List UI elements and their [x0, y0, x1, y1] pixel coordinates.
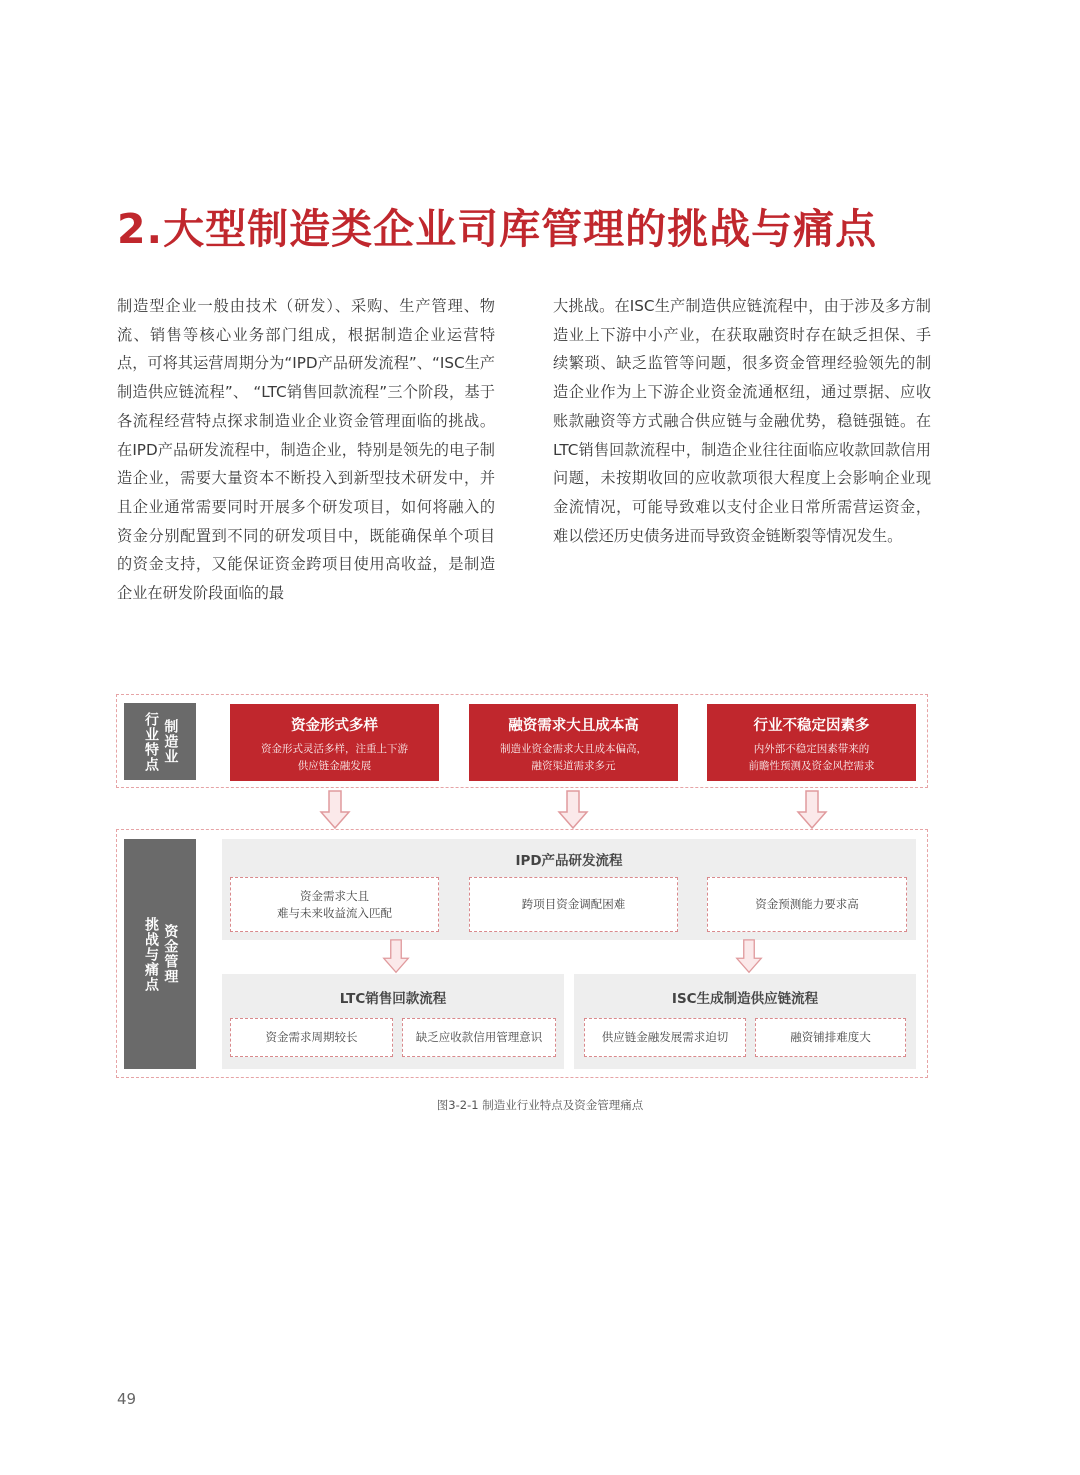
feature-desc: 内外部不稳定因素带来的 前瞻性预测及资金风控需求 [748, 743, 875, 772]
down-arrow-icon [735, 939, 763, 974]
feature-title: 融资需求大且成本高 [508, 718, 639, 734]
down-arrow-icon [557, 790, 589, 830]
feature-desc: 制造业资金需求大且成本偏高， 融资渠道需求多元 [500, 743, 647, 772]
figure-caption: 图3-2-1 制造业行业特点及资金管理痛点 [436, 1098, 644, 1112]
isc-panel-title: ISC生成制造供应链流程 [671, 991, 819, 1007]
ipd-item: 资金预测能力要求高 [707, 877, 907, 932]
challenge-label-line1: 资金管理 [162, 924, 179, 984]
section-title: 2.大型制造类企业司库管理的挑战与痛点 [117, 205, 878, 253]
ltc-panel [222, 974, 564, 1069]
ipd-item: 跨项目资金调配困难 [469, 877, 678, 932]
isc-item: 融资铺排难度大 [755, 1018, 906, 1057]
down-arrow-icon [382, 939, 410, 974]
feature-card [469, 704, 678, 781]
industry-features-label [124, 703, 196, 780]
page-number: 49 [117, 1390, 137, 1408]
industry-label-line2: 行业特点 [143, 711, 159, 772]
feature-title: 行业不稳定因素多 [753, 718, 870, 734]
down-arrow-icon [319, 790, 351, 830]
ipd-panel-title: IPD产品研发流程 [515, 853, 623, 869]
challenges-label [124, 839, 196, 1069]
challenge-label-line2: 挑战与痛点 [143, 916, 159, 992]
feature-card [707, 704, 916, 781]
feature-card [230, 704, 439, 781]
feature-title: 资金形式多样 [291, 718, 378, 734]
ipd-panel [222, 839, 916, 940]
ipd-item: 资金需求大且 难与未来收益流入匹配 [230, 877, 439, 932]
ltc-item: 资金需求周期较长 [230, 1018, 393, 1057]
ltc-item: 缺乏应收款信用管理意识 [402, 1018, 556, 1057]
ltc-panel-title: LTC销售回款流程 [339, 991, 447, 1007]
feature-desc: 资金形式灵活多样，注重上下游 供应链金融发展 [261, 743, 408, 772]
body-right-column: 大挑战。在ISC生产制造供应链流程中，由于涉及多方制造业上下游中小产业，在获取融资时存在缺乏担保、手续繁琐、缺乏监管等问题，很多资金管理经验领先的制造企业作为上下游企业资金流通枢纽，通过票据、应收账款融资等方式融合供应链与金融优势，稳链强链。在LTC销售回款流程中，制造企业往往面临应收款回款信用问题，未按期收回的应收款项很大程度上会影响企业现金流情况，可能导致难以支付企业日常所需营运资金，难以偿还历史债务进而导致资金链断裂等情况发生。 [553, 297, 931, 545]
body-left-column: 制造型企业一般由技术（研发）、采购、生产管理、物流、销售等核心业务部门组成，根据制造企业运营特点，可将其运营周期分为“IPD产品研发流程”、“ISC生产制造供应链流程”、 “LTC销售回款流程”三个阶段，基于各流程经营特点探求制造业企业资金管理面临的挑战。在IPD产品研发流程中，制造企业，特别是领先的电子制造企业，需要大量资本不断投入到新型技术研发中，并且企业通常需要同时开展多个研发项目，如何将融入的资金分别配置到不同的研发项目中，既能确保单个项目的资金支持，又能保证资金跨项目使用高收益，是制造企业在研发阶段面临的最 [117, 297, 495, 603]
down-arrow-icon [796, 790, 828, 830]
industry-label-line1: 制造业 [162, 719, 179, 764]
isc-item: 供应链金融发展需求迫切 [584, 1018, 746, 1057]
isc-panel [574, 974, 916, 1069]
